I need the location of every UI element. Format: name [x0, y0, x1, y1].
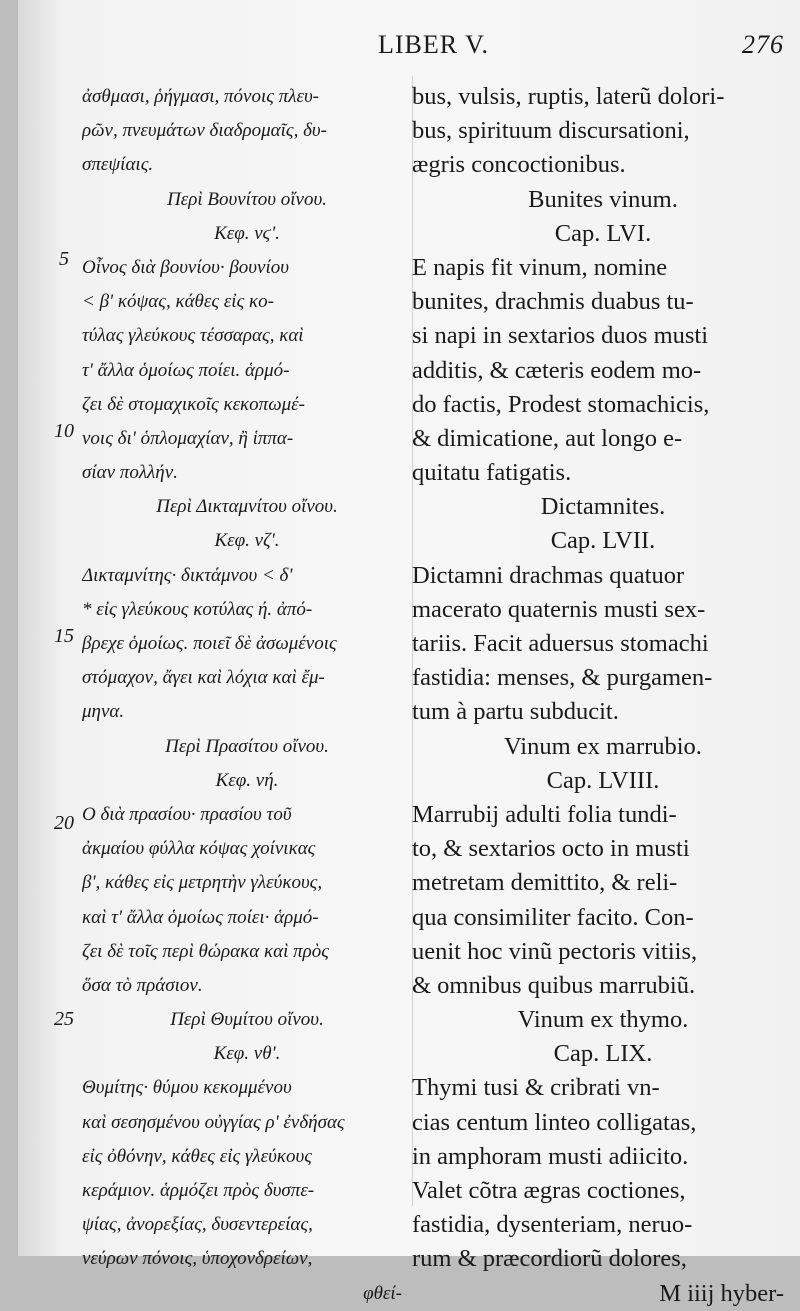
latin-text-line: Dictamnites. [540, 493, 666, 521]
latin-text-line: fastidia: menses, & purgamen- [412, 664, 713, 692]
latin-text-line: tariis. Facit aduersus stomachi [412, 630, 709, 657]
greek-text-line: ψίας, ἀνορεξίας, δυσεντερείας, [82, 1214, 313, 1236]
latin-text-line: qua consimiliter facito. Con- [412, 903, 694, 931]
line-number-25: 25 [54, 1008, 74, 1030]
book-title: LIBER V. [378, 30, 490, 59]
greek-text-line: Περὶ Δικταμνίτου οἴνου. [156, 496, 338, 518]
greek-text-line: εἰς ὀθόνην, κάθες εἰς γλεύκους [82, 1145, 312, 1167]
greek-text-line: Δικταμνίτης· δικτάμνου < δ' [82, 564, 293, 586]
latin-text-line: si napi in sextarios duos musti [412, 322, 709, 350]
latin-text-line: M iiij hyber- [659, 1279, 784, 1307]
latin-text-line: ægris concoctionibus. [412, 151, 626, 179]
greek-text-line: Οἶνος διὰ βουνίου· βουνίου [82, 256, 289, 278]
latin-text-line: bunites, drachmis duabus tu- [412, 288, 694, 316]
latin-text-line: E napis fit vinum, nomine [412, 253, 668, 281]
latin-text-line: fastidia, dysenteriam, neruo- [412, 1211, 693, 1239]
latin-text-line: bus, vulsis, ruptis, laterũ dolori- [412, 83, 725, 110]
latin-text-line: quitatu fatigatis. [412, 459, 572, 487]
latin-text-line: Marrubij adulti folia tundi- [412, 800, 677, 828]
latin-text-line: Bunites vinum. [528, 185, 678, 213]
greek-text-line: βρεχε ὁμοίως. ποιεῖ δὲ ἀσωμένοις [82, 633, 337, 654]
greek-text-line: νοις δι' ὁπλομαχίαν, ἢ ἱππα- [82, 427, 294, 449]
book-page [18, 0, 800, 1307]
greek-text-line: Κεφ. νή. [215, 769, 279, 791]
greek-text-line: Περὶ Θυμίτου οἴνου. [170, 1009, 324, 1031]
latin-text-line: Valet cõtra ægras coctiones, [412, 1177, 686, 1204]
line-number-15: 15 [54, 625, 74, 647]
greek-text-line: Κεφ. νθ'. [213, 1043, 281, 1065]
greek-text-line: μηνα. [82, 701, 125, 723]
latin-text-line: to, & sextarios octo in musti [412, 835, 690, 863]
greek-text-line: Περὶ Πρασίτου οἴνου. [165, 735, 329, 757]
greek-text-line: κεράμιον. ἁρμόζει πρὸς δυσπε- [82, 1180, 315, 1201]
greek-text-line: ζει δὲ τοῖς περὶ θώρακα καὶ πρὸς [82, 940, 329, 962]
latin-text-line: do factis, Prodest stomachicis, [412, 390, 710, 418]
page-number: 276 [742, 30, 784, 59]
latin-text-line: Dictamni drachmas quatuor [412, 561, 685, 589]
greek-text-line: ζει δὲ στομαχικοῖς κεκοπωμέ- [82, 393, 305, 415]
greek-text-line: ὅσα τὸ πράσιον. [82, 974, 203, 996]
line-number-5: 5 [59, 248, 69, 270]
latin-text-line: metretam demittito, & reli- [412, 869, 678, 897]
greek-text-line: β', κάθες εἰς μετρητὴν γλεύκους, [82, 872, 323, 894]
latin-text-line: & dimicatione, aut longo e- [412, 424, 683, 452]
greek-text-line: < β' κόψας, κάθες εἰς κο- [82, 291, 274, 313]
greek-text-line: νεύρων πόνοις, ὑποχονδρείων, [82, 1248, 313, 1270]
greek-column [82, 80, 412, 1311]
latin-text-line: additis, & cæteris eodem mo- [412, 356, 702, 384]
latin-text-line: Thymi tusi & cribrati vn- [412, 1074, 660, 1102]
greek-text-line: τύλας γλεύκους τέσσαρας, καὶ [82, 325, 304, 347]
greek-text-line: Περὶ Βουνίτου οἴνου. [167, 188, 327, 210]
latin-text-line: Cap. LVIII. [546, 766, 660, 794]
greek-text-line: Ο διὰ πρασίου· πρασίου τοῦ [82, 803, 292, 825]
greek-text-line: τ' ἄλλα ὁμοίως ποίει. ἁρμό- [82, 359, 290, 381]
greek-text-line: στόμαχον, ἄγει καὶ λόχια καὶ ἔμ- [82, 667, 325, 689]
latin-text-line: in amphoram musti adiicito. [412, 1142, 689, 1170]
greek-text-line: φθεί- [363, 1282, 402, 1304]
latin-text-line: Vinum ex marrubio. [504, 732, 702, 760]
greek-text-line: * εἰς γλεύκους κοτύλας ή. ἀπό- [82, 598, 313, 620]
latin-column [412, 80, 794, 1311]
running-header [378, 30, 798, 70]
latin-text-line: uenit hoc vinũ pectoris vitiis, [412, 937, 698, 965]
greek-text-line: σίαν πολλήν. [82, 462, 178, 484]
greek-text-line: ἀκμαίου φύλλα κόψας χοίνικας [82, 838, 316, 860]
greek-text-line: καὶ τ' ἄλλα ὁμοίως ποίει· ἁρμό- [82, 906, 319, 928]
latin-text-line: rum & præcordiorũ dolores, [412, 1245, 687, 1273]
latin-text-line: Vinum ex thymo. [517, 1006, 689, 1034]
greek-text-line: ἀσθμασι, ῥήγμασι, πόνοις πλευ- [82, 86, 319, 107]
latin-text-line: & omnibus quibus marrubiũ. [412, 971, 696, 999]
greek-text-line: Κεφ. νζ'. [214, 530, 280, 552]
latin-text-line: bus, spirituum discursationi, [412, 117, 690, 145]
latin-text-line: Cap. LIX. [553, 1040, 653, 1068]
latin-text-line: cias centum linteo colligatas, [412, 1108, 697, 1136]
greek-text-line: σπεψίαις. [82, 154, 154, 176]
greek-text-line: ρῶν, πνευμάτων διαδρομαῖς, δυ- [82, 120, 327, 142]
greek-text-line: Κεφ. νϛ'. [214, 222, 280, 244]
greek-text-line: καὶ σεσησμένου οὐγγίας ρ' ἐνδήσας [82, 1111, 345, 1133]
line-number-20: 20 [54, 812, 74, 834]
line-number-10: 10 [54, 420, 74, 442]
latin-text-line: macerato quaternis musti sex- [412, 595, 706, 623]
latin-text-line: Cap. LVII. [550, 527, 656, 555]
greek-text-line: Θυμίτης· θύμου κεκομμένου [82, 1077, 292, 1099]
latin-text-line: tum à partu subducit. [412, 698, 619, 726]
latin-text-line: Cap. LVI. [554, 219, 652, 247]
